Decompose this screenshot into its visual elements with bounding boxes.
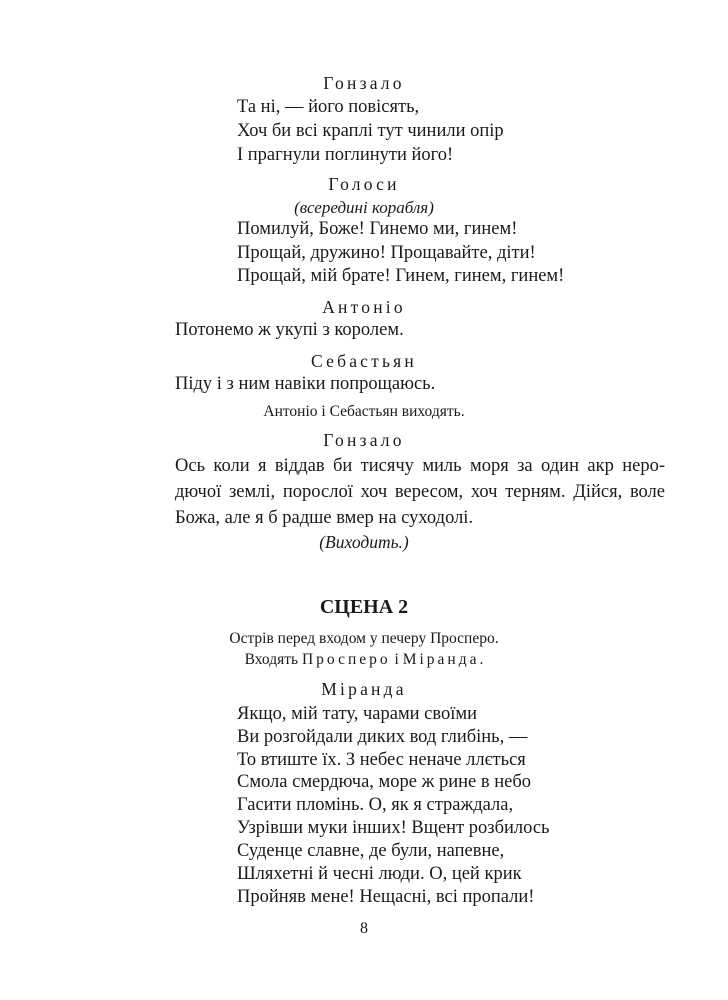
- verse-line: Та ні, — його повісять,: [237, 97, 420, 117]
- verse-line: То втиште їх. З небес неначе ллється: [237, 750, 526, 770]
- entrance-prefix: Входять: [244, 651, 299, 668]
- prose-line: Ось коли я віддав би тисячу миль моря за один акр неро-: [175, 456, 665, 476]
- verse-line: Прощай, дружино! Прощавайте, діти!: [237, 243, 536, 263]
- exit-direction: (Виходить.): [319, 532, 409, 552]
- speaker-name: Гонзало: [323, 73, 405, 93]
- prose-line: Божа, але я б радше вмер на суходолі.: [175, 508, 474, 528]
- verse-line: Суденце славне, де були, напевне,: [237, 841, 505, 861]
- page-number: 8: [360, 920, 368, 937]
- speaker-name: Себастьян: [311, 351, 417, 371]
- entrance-conjunction: і: [394, 651, 399, 668]
- scene-entrance: [0, 651, 728, 669]
- verse-line: Смола смердюча, море ж рине в небо: [237, 772, 532, 792]
- verse-line: Потонемо ж укупі з королем.: [175, 320, 404, 340]
- entrance-name-prospero: Просперо: [301, 651, 391, 668]
- prose-paragraph: [175, 456, 665, 534]
- verse-line: Пройняв мене! Нещасні, всі пропали!: [237, 887, 535, 907]
- speaker-name: Міранда: [321, 679, 407, 699]
- verse-line: Гасити пломінь. О, як я страждала,: [237, 795, 514, 815]
- prose-line: дючої землі, порослої хоч вересом, хоч терням. Дійся, воле: [175, 482, 665, 502]
- stage-direction: Антоніо і Себастьян виходять.: [263, 403, 465, 420]
- verse-line: Якщо, мій тату, чарами своїми: [237, 704, 478, 724]
- entrance-suffix: .: [479, 651, 484, 668]
- entrance-name-miranda: Міранда: [402, 651, 480, 668]
- stage-direction: (всередині корабля): [294, 198, 434, 217]
- speaker-name: Гонзало: [323, 430, 405, 450]
- verse-line: І прагнули поглинути його!: [237, 145, 454, 165]
- verse-line: Ви розгойдали диких вод глибінь, —: [237, 727, 528, 747]
- verse-line: Шляхетні й чесні люди. О, цей крик: [237, 864, 522, 884]
- verse-line: Прощай, мій брате! Гинем, гинем, гинем!: [237, 266, 565, 286]
- speaker-name: Голоси: [328, 174, 400, 194]
- speaker-name: Антоніо: [322, 297, 406, 317]
- scene-title: СЦЕНА 2: [319, 596, 409, 618]
- verse-line: Хоч би всі краплі тут чинили опір: [237, 121, 504, 141]
- verse-line: Помилуй, Боже! Гинемо ми, гинем!: [237, 219, 518, 239]
- scene-setting: Острів перед входом у печеру Просперо.: [229, 630, 499, 647]
- verse-line: Піду і з ним навіки попрощаюсь.: [175, 374, 436, 394]
- verse-line: Узрівши муки інших! Вщент розбилось: [237, 818, 550, 838]
